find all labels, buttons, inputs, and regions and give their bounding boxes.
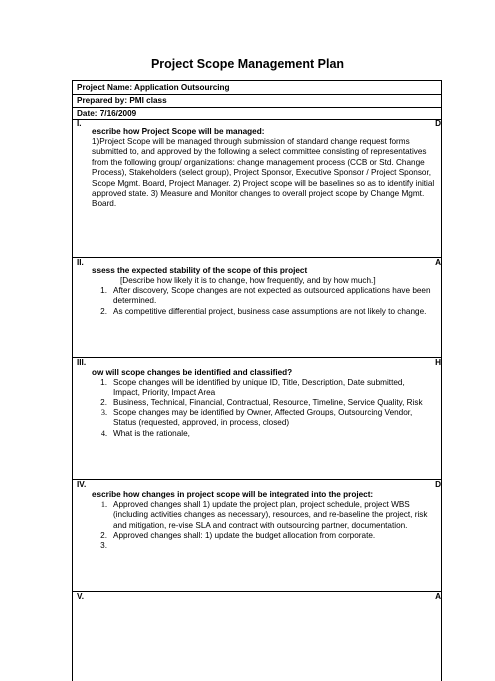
divider bbox=[73, 357, 441, 358]
list-text: Scope changes may be identified by Owner, Affected Groups, Outsourcing Vendor, Status (requested, approved, in process, closed) bbox=[113, 408, 413, 428]
divider bbox=[73, 94, 441, 95]
section-number: II. bbox=[77, 258, 84, 267]
section-initial: D bbox=[435, 119, 441, 128]
prepared-by: Prepared by: PMI class bbox=[77, 96, 167, 105]
divider bbox=[73, 257, 441, 258]
list-number: 2. bbox=[100, 398, 107, 407]
document-title: Project Scope Management Plan bbox=[150, 57, 345, 71]
section-number: III. bbox=[77, 358, 87, 367]
section-number: IV. bbox=[77, 480, 87, 489]
list-text: Business, Technical, Financial, Contractual, Resource, Timeline, Service Quality, Risk bbox=[113, 398, 423, 407]
section-number: V. bbox=[77, 592, 84, 601]
scope-plan-form bbox=[72, 80, 442, 681]
list-text: After discovery, Scope changes are not expected as outsourced applications have been determined. bbox=[113, 286, 431, 306]
list-number: 1. bbox=[100, 286, 107, 295]
list-number: 1. bbox=[100, 378, 107, 387]
project-name: Project Name: Application Outsourcing bbox=[77, 83, 230, 92]
section-initial: A bbox=[435, 258, 441, 267]
list-number: 3. bbox=[100, 408, 107, 417]
list-text: What is the rationale, bbox=[113, 429, 190, 438]
list-text: Scope changes will be identified by unique ID, Title, Description, Date submitted, Impact, Priority, Impact Area bbox=[113, 378, 405, 398]
section-number: I. bbox=[77, 119, 82, 128]
section-initial: D bbox=[435, 480, 441, 489]
section-note: [Describe how likely it is to change, how frequently, and by how much.] bbox=[120, 276, 376, 285]
list-number: 1. bbox=[100, 500, 107, 509]
divider bbox=[73, 107, 441, 108]
divider bbox=[73, 591, 441, 592]
section-initial: A bbox=[435, 592, 441, 601]
section-heading: ow will scope changes be identified and classified? bbox=[92, 368, 293, 377]
section-heading: escribe how changes in project scope will be integrated into the project: bbox=[92, 490, 374, 499]
list-number: 4. bbox=[100, 429, 107, 438]
list-text: Approved changes shall 1) update the project plan, project schedule, project WBS (including activities changes as necessary), resources, and re-baseline the project, risk and mitigation, re-vise SLA and contract with outsourcing partner, documentation. bbox=[113, 500, 428, 530]
list-number: 2. bbox=[100, 531, 107, 540]
list-text: As competitive differential project, business case assumptions are not likely to change. bbox=[113, 307, 427, 316]
section-heading: escribe how Project Scope will be managed: bbox=[92, 127, 265, 136]
date: Date: 7/16/2009 bbox=[77, 109, 137, 118]
divider bbox=[73, 479, 441, 480]
divider bbox=[73, 119, 441, 120]
section-body: 1)Project Scope will be managed through submission of standard change request forms submitted to, and approved by the following a select committee consisting of representatives from the following group/ organizations: change management process (CCB or Std. Change Process), Stakeholders (select group), Project Sponsor, Executive Sponsor / Project Sponsor, Scope Mgmt. Board, Project Manager. 2) Project scope will be baselines so as to identify initial approved state. 3) Measure and Monitor changes to overall project scope by Change Mgmt. Board. bbox=[92, 137, 435, 209]
section-heading: ssess the expected stability of the scope of this project bbox=[92, 266, 308, 275]
list-text: Approved changes shall: 1) update the budget allocation from corporate. bbox=[113, 531, 376, 540]
list-number: 3. bbox=[100, 541, 107, 550]
list-number: 2. bbox=[100, 307, 107, 316]
section-initial: H bbox=[435, 358, 441, 367]
